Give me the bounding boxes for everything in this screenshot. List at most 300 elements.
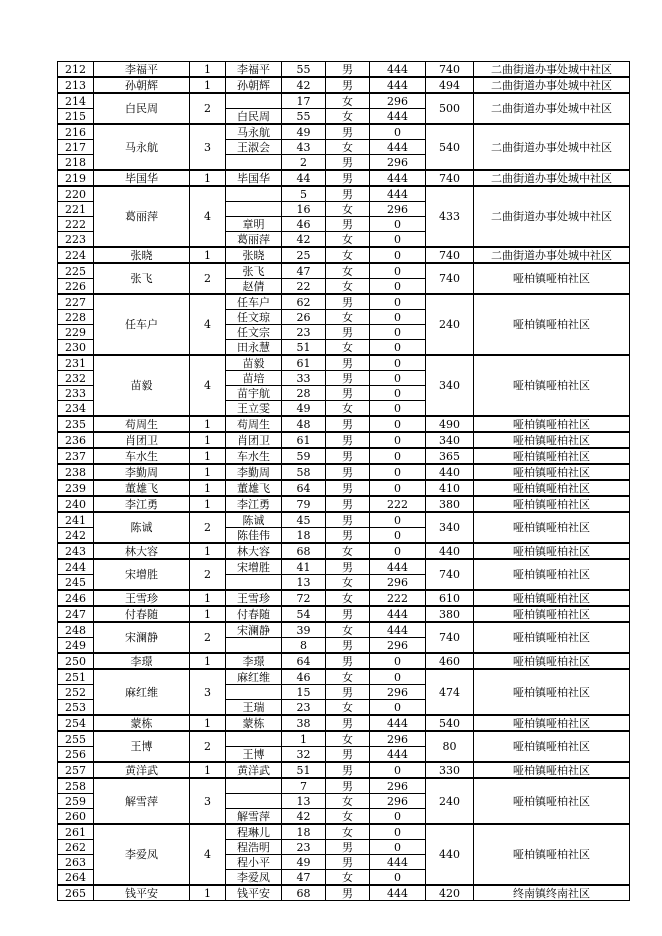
- household-size-cell: 1: [190, 496, 226, 512]
- community-cell: 哑柏镇哑柏社区: [474, 464, 630, 480]
- member-name-cell: 董雄飞: [226, 480, 282, 496]
- household-total-cell: 490: [426, 416, 474, 432]
- row-number-cell: 256: [58, 747, 94, 763]
- community-cell: 哑柏镇哑柏社区: [474, 762, 630, 778]
- member-age-cell: 7: [282, 778, 326, 794]
- member-sex-cell: 女: [326, 794, 370, 809]
- table-row: [58, 416, 630, 432]
- table-row: [58, 448, 630, 464]
- household-head-cell: 肖团卫: [94, 432, 190, 448]
- member-sex-cell: 女: [326, 140, 370, 155]
- member-name-cell: 田永慧: [226, 340, 282, 356]
- table-row: [58, 77, 630, 93]
- member-age-cell: 55: [282, 109, 326, 125]
- member-age-cell: 47: [282, 870, 326, 886]
- household-total-cell: 540: [426, 124, 474, 170]
- community-cell: 二曲街道办事处城中社区: [474, 186, 630, 247]
- household-size-cell: 1: [190, 170, 226, 186]
- row-number-cell: 252: [58, 685, 94, 700]
- member-amount-cell: 296: [370, 731, 426, 747]
- member-amount-cell: 296: [370, 638, 426, 654]
- member-name-cell: 陈佳伟: [226, 528, 282, 544]
- member-age-cell: 46: [282, 669, 326, 685]
- table-row: [58, 186, 630, 202]
- member-amount-cell: 444: [370, 622, 426, 638]
- member-sex-cell: 男: [326, 528, 370, 544]
- member-amount-cell: 296: [370, 202, 426, 217]
- row-number-cell: 250: [58, 653, 94, 669]
- member-sex-cell: 男: [326, 294, 370, 310]
- member-name-cell: [226, 778, 282, 794]
- community-cell: 哑柏镇哑柏社区: [474, 731, 630, 762]
- member-age-cell: 16: [282, 202, 326, 217]
- member-name-cell: 苗培: [226, 371, 282, 386]
- member-sex-cell: 男: [326, 559, 370, 575]
- member-name-cell: 付春随: [226, 606, 282, 622]
- member-name-cell: 李爱凤: [226, 870, 282, 886]
- member-name-cell: 钱平安: [226, 885, 282, 901]
- row-number-cell: 223: [58, 232, 94, 248]
- household-size-cell: 2: [190, 93, 226, 124]
- row-number-cell: 238: [58, 464, 94, 480]
- household-head-cell: 苟周生: [94, 416, 190, 432]
- household-size-cell: 3: [190, 669, 226, 715]
- table-row: [58, 778, 630, 794]
- table-row: [58, 170, 630, 186]
- household-head-cell: 宋澜静: [94, 622, 190, 653]
- member-name-cell: 蒙栋: [226, 715, 282, 731]
- household-head-cell: 麻红维: [94, 669, 190, 715]
- member-amount-cell: 444: [370, 62, 426, 78]
- table-row: [58, 93, 630, 109]
- member-name-cell: 王淑会: [226, 140, 282, 155]
- member-sex-cell: 男: [326, 606, 370, 622]
- household-head-cell: 任车户: [94, 294, 190, 355]
- member-age-cell: 23: [282, 840, 326, 855]
- household-head-cell: 白民周: [94, 93, 190, 124]
- household-size-cell: 1: [190, 762, 226, 778]
- community-cell: 哑柏镇哑柏社区: [474, 355, 630, 416]
- household-size-cell: 1: [190, 715, 226, 731]
- household-size-cell: 1: [190, 448, 226, 464]
- member-name-cell: 王瑞: [226, 700, 282, 716]
- member-age-cell: 64: [282, 653, 326, 669]
- member-name-cell: 王立雯: [226, 401, 282, 417]
- row-number-cell: 219: [58, 170, 94, 186]
- member-name-cell: 张晓: [226, 247, 282, 263]
- community-cell: 二曲街道办事处城中社区: [474, 247, 630, 263]
- household-total-cell: 410: [426, 480, 474, 496]
- table-row: [58, 606, 630, 622]
- member-name-cell: 李勤周: [226, 464, 282, 480]
- household-size-cell: 4: [190, 294, 226, 355]
- household-total-cell: 740: [426, 559, 474, 590]
- household-size-cell: 3: [190, 778, 226, 824]
- household-head-cell: 董雄飞: [94, 480, 190, 496]
- household-head-cell: 解雪萍: [94, 778, 190, 824]
- member-age-cell: 22: [282, 279, 326, 295]
- table-row: [58, 432, 630, 448]
- member-amount-cell: 0: [370, 416, 426, 432]
- row-number-cell: 260: [58, 809, 94, 825]
- member-age-cell: 59: [282, 448, 326, 464]
- row-number-cell: 235: [58, 416, 94, 432]
- table-row: [58, 263, 630, 279]
- member-sex-cell: 女: [326, 279, 370, 295]
- row-number-cell: 229: [58, 325, 94, 340]
- household-total-cell: 380: [426, 496, 474, 512]
- member-age-cell: 33: [282, 371, 326, 386]
- member-age-cell: 23: [282, 700, 326, 716]
- member-age-cell: 23: [282, 325, 326, 340]
- member-name-cell: 苗毅: [226, 355, 282, 371]
- community-cell: 哑柏镇哑柏社区: [474, 669, 630, 715]
- row-number-cell: 214: [58, 93, 94, 109]
- member-sex-cell: 女: [326, 401, 370, 417]
- member-amount-cell: 0: [370, 448, 426, 464]
- row-number-cell: 243: [58, 543, 94, 559]
- community-cell: 哑柏镇哑柏社区: [474, 824, 630, 885]
- household-size-cell: 2: [190, 731, 226, 762]
- member-name-cell: 李璟: [226, 653, 282, 669]
- row-number-cell: 220: [58, 186, 94, 202]
- table-row: [58, 247, 630, 263]
- member-sex-cell: 男: [326, 186, 370, 202]
- household-head-cell: 陈诚: [94, 512, 190, 543]
- household-head-cell: 孙朝辉: [94, 77, 190, 93]
- household-total-cell: 340: [426, 512, 474, 543]
- member-name-cell: 王雪珍: [226, 590, 282, 606]
- member-sex-cell: 男: [326, 155, 370, 171]
- member-sex-cell: 男: [326, 77, 370, 93]
- row-number-cell: 244: [58, 559, 94, 575]
- member-sex-cell: 女: [326, 109, 370, 125]
- household-head-cell: 付春随: [94, 606, 190, 622]
- row-number-cell: 228: [58, 310, 94, 325]
- household-total-cell: 433: [426, 186, 474, 247]
- member-amount-cell: 444: [370, 715, 426, 731]
- member-age-cell: 45: [282, 512, 326, 528]
- household-total-cell: 440: [426, 824, 474, 885]
- member-amount-cell: 444: [370, 140, 426, 155]
- member-amount-cell: 0: [370, 340, 426, 356]
- community-cell: 哑柏镇哑柏社区: [474, 263, 630, 294]
- member-amount-cell: 222: [370, 590, 426, 606]
- member-sex-cell: 男: [326, 747, 370, 763]
- community-cell: 哑柏镇哑柏社区: [474, 294, 630, 355]
- member-sex-cell: 男: [326, 885, 370, 901]
- member-age-cell: 54: [282, 606, 326, 622]
- household-size-cell: 4: [190, 186, 226, 247]
- member-name-cell: 宋增胜: [226, 559, 282, 575]
- household-size-cell: 1: [190, 416, 226, 432]
- community-cell: 哑柏镇哑柏社区: [474, 512, 630, 543]
- household-head-cell: 马永航: [94, 124, 190, 170]
- household-size-cell: 2: [190, 512, 226, 543]
- member-sex-cell: 女: [326, 669, 370, 685]
- member-sex-cell: 男: [326, 480, 370, 496]
- household-size-cell: 2: [190, 622, 226, 653]
- member-name-cell: 任车户: [226, 294, 282, 310]
- row-number-cell: 217: [58, 140, 94, 155]
- table-body: [58, 62, 630, 901]
- member-age-cell: 42: [282, 232, 326, 248]
- household-size-cell: 1: [190, 464, 226, 480]
- table-row: [58, 543, 630, 559]
- member-name-cell: 程琳儿: [226, 824, 282, 840]
- table-row: [58, 669, 630, 685]
- member-amount-cell: 0: [370, 653, 426, 669]
- row-number-cell: 245: [58, 575, 94, 591]
- row-number-cell: 253: [58, 700, 94, 716]
- community-cell: 哑柏镇哑柏社区: [474, 416, 630, 432]
- member-amount-cell: 0: [370, 464, 426, 480]
- household-size-cell: 3: [190, 124, 226, 170]
- member-name-cell: 任文琼: [226, 310, 282, 325]
- household-head-cell: 李勤周: [94, 464, 190, 480]
- member-amount-cell: 296: [370, 794, 426, 809]
- household-total-cell: 740: [426, 247, 474, 263]
- row-number-cell: 242: [58, 528, 94, 544]
- household-size-cell: 1: [190, 606, 226, 622]
- member-name-cell: [226, 685, 282, 700]
- member-amount-cell: 444: [370, 855, 426, 870]
- household-head-cell: 车水生: [94, 448, 190, 464]
- member-amount-cell: 0: [370, 247, 426, 263]
- member-name-cell: 毕国华: [226, 170, 282, 186]
- member-age-cell: 42: [282, 77, 326, 93]
- row-number-cell: 231: [58, 355, 94, 371]
- row-number-cell: 258: [58, 778, 94, 794]
- member-name-cell: [226, 575, 282, 591]
- member-name-cell: 葛丽萍: [226, 232, 282, 248]
- member-age-cell: 64: [282, 480, 326, 496]
- household-size-cell: 1: [190, 77, 226, 93]
- member-name-cell: 李福平: [226, 62, 282, 78]
- row-number-cell: 263: [58, 855, 94, 870]
- member-sex-cell: 男: [326, 512, 370, 528]
- member-age-cell: 55: [282, 62, 326, 78]
- member-name-cell: 任文宗: [226, 325, 282, 340]
- table-row: [58, 622, 630, 638]
- community-cell: 哑柏镇哑柏社区: [474, 653, 630, 669]
- member-age-cell: 1: [282, 731, 326, 747]
- member-age-cell: 47: [282, 263, 326, 279]
- row-number-cell: 227: [58, 294, 94, 310]
- member-age-cell: 68: [282, 543, 326, 559]
- member-sex-cell: 男: [326, 778, 370, 794]
- member-age-cell: 8: [282, 638, 326, 654]
- member-age-cell: 61: [282, 432, 326, 448]
- member-age-cell: 46: [282, 217, 326, 232]
- household-head-cell: 蒙栋: [94, 715, 190, 731]
- community-cell: 哑柏镇哑柏社区: [474, 622, 630, 653]
- member-age-cell: 58: [282, 464, 326, 480]
- member-sex-cell: 男: [326, 496, 370, 512]
- household-size-cell: 1: [190, 653, 226, 669]
- member-amount-cell: 0: [370, 294, 426, 310]
- row-number-cell: 259: [58, 794, 94, 809]
- community-cell: 终南镇终南社区: [474, 885, 630, 901]
- household-head-cell: 王博: [94, 731, 190, 762]
- household-head-cell: 李福平: [94, 62, 190, 78]
- member-sex-cell: 男: [326, 653, 370, 669]
- member-amount-cell: 0: [370, 124, 426, 140]
- member-name-cell: 李江勇: [226, 496, 282, 512]
- household-subsidy-table: [57, 61, 630, 901]
- member-sex-cell: 男: [326, 217, 370, 232]
- member-age-cell: 13: [282, 794, 326, 809]
- household-size-cell: 1: [190, 62, 226, 78]
- member-name-cell: 陈诚: [226, 512, 282, 528]
- member-age-cell: 49: [282, 401, 326, 417]
- row-number-cell: 222: [58, 217, 94, 232]
- member-age-cell: 25: [282, 247, 326, 263]
- household-total-cell: 740: [426, 263, 474, 294]
- household-total-cell: 80: [426, 731, 474, 762]
- member-amount-cell: 296: [370, 575, 426, 591]
- member-age-cell: 43: [282, 140, 326, 155]
- member-amount-cell: 0: [370, 401, 426, 417]
- row-number-cell: 251: [58, 669, 94, 685]
- row-number-cell: 212: [58, 62, 94, 78]
- table-row: [58, 715, 630, 731]
- member-sex-cell: 男: [326, 762, 370, 778]
- household-size-cell: 4: [190, 824, 226, 885]
- member-name-cell: 黄洋武: [226, 762, 282, 778]
- household-total-cell: 340: [426, 432, 474, 448]
- household-size-cell: 1: [190, 590, 226, 606]
- household-total-cell: 740: [426, 170, 474, 186]
- member-name-cell: 苟周生: [226, 416, 282, 432]
- member-amount-cell: 0: [370, 310, 426, 325]
- member-age-cell: 62: [282, 294, 326, 310]
- member-amount-cell: 0: [370, 217, 426, 232]
- member-sex-cell: 女: [326, 700, 370, 716]
- member-name-cell: 程浩明: [226, 840, 282, 855]
- member-sex-cell: 男: [326, 432, 370, 448]
- household-total-cell: 494: [426, 77, 474, 93]
- community-cell: 二曲街道办事处城中社区: [474, 170, 630, 186]
- row-number-cell: 262: [58, 840, 94, 855]
- household-total-cell: 460: [426, 653, 474, 669]
- member-amount-cell: 0: [370, 824, 426, 840]
- community-cell: 哑柏镇哑柏社区: [474, 496, 630, 512]
- member-age-cell: 2: [282, 155, 326, 171]
- member-amount-cell: 0: [370, 840, 426, 855]
- household-size-cell: 4: [190, 355, 226, 416]
- household-head-cell: 苗毅: [94, 355, 190, 416]
- member-name-cell: 宋澜静: [226, 622, 282, 638]
- row-number-cell: 236: [58, 432, 94, 448]
- member-age-cell: 49: [282, 855, 326, 870]
- household-head-cell: 张飞: [94, 263, 190, 294]
- household-head-cell: 林大容: [94, 543, 190, 559]
- household-head-cell: 王雪珍: [94, 590, 190, 606]
- member-age-cell: 48: [282, 416, 326, 432]
- member-sex-cell: 女: [326, 622, 370, 638]
- member-amount-cell: 0: [370, 232, 426, 248]
- member-name-cell: 解雪萍: [226, 809, 282, 825]
- row-number-cell: 216: [58, 124, 94, 140]
- member-name-cell: 白民周: [226, 109, 282, 125]
- row-number-cell: 237: [58, 448, 94, 464]
- member-age-cell: 26: [282, 310, 326, 325]
- member-amount-cell: 0: [370, 669, 426, 685]
- member-sex-cell: 女: [326, 340, 370, 356]
- row-number-cell: 261: [58, 824, 94, 840]
- table-row: [58, 653, 630, 669]
- member-age-cell: 61: [282, 355, 326, 371]
- household-total-cell: 240: [426, 294, 474, 355]
- member-name-cell: 赵倩: [226, 279, 282, 295]
- household-total-cell: 440: [426, 464, 474, 480]
- member-sex-cell: 女: [326, 93, 370, 109]
- household-head-cell: 黄洋武: [94, 762, 190, 778]
- household-total-cell: 474: [426, 669, 474, 715]
- community-cell: 二曲街道办事处城中社区: [474, 93, 630, 124]
- member-age-cell: 15: [282, 685, 326, 700]
- member-name-cell: [226, 93, 282, 109]
- member-amount-cell: 296: [370, 93, 426, 109]
- member-sex-cell: 女: [326, 731, 370, 747]
- member-name-cell: 孙朝辉: [226, 77, 282, 93]
- member-amount-cell: 444: [370, 606, 426, 622]
- table-row: [58, 512, 630, 528]
- member-sex-cell: 男: [326, 371, 370, 386]
- household-size-cell: 1: [190, 247, 226, 263]
- member-name-cell: 马永航: [226, 124, 282, 140]
- member-sex-cell: 女: [326, 310, 370, 325]
- member-sex-cell: 女: [326, 870, 370, 886]
- row-number-cell: 232: [58, 371, 94, 386]
- row-number-cell: 249: [58, 638, 94, 654]
- member-age-cell: 5: [282, 186, 326, 202]
- member-amount-cell: 0: [370, 432, 426, 448]
- member-amount-cell: 444: [370, 170, 426, 186]
- member-amount-cell: 296: [370, 155, 426, 171]
- member-name-cell: 苗宇航: [226, 386, 282, 401]
- member-sex-cell: 男: [326, 325, 370, 340]
- member-name-cell: 麻红维: [226, 669, 282, 685]
- member-sex-cell: 女: [326, 824, 370, 840]
- member-sex-cell: 男: [326, 855, 370, 870]
- member-sex-cell: 女: [326, 590, 370, 606]
- row-number-cell: 241: [58, 512, 94, 528]
- row-number-cell: 247: [58, 606, 94, 622]
- row-number-cell: 246: [58, 590, 94, 606]
- row-number-cell: 215: [58, 109, 94, 125]
- member-sex-cell: 男: [326, 840, 370, 855]
- household-total-cell: 740: [426, 622, 474, 653]
- member-name-cell: 王博: [226, 747, 282, 763]
- household-total-cell: 420: [426, 885, 474, 901]
- community-cell: 哑柏镇哑柏社区: [474, 432, 630, 448]
- household-total-cell: 540: [426, 715, 474, 731]
- household-head-cell: 钱平安: [94, 885, 190, 901]
- household-total-cell: 500: [426, 93, 474, 124]
- member-age-cell: 28: [282, 386, 326, 401]
- community-cell: 二曲街道办事处城中社区: [474, 77, 630, 93]
- member-sex-cell: 女: [326, 202, 370, 217]
- member-amount-cell: 444: [370, 747, 426, 763]
- member-sex-cell: 男: [326, 386, 370, 401]
- row-number-cell: 240: [58, 496, 94, 512]
- community-cell: 哑柏镇哑柏社区: [474, 559, 630, 590]
- member-amount-cell: 0: [370, 279, 426, 295]
- community-cell: 哑柏镇哑柏社区: [474, 448, 630, 464]
- member-name-cell: [226, 731, 282, 747]
